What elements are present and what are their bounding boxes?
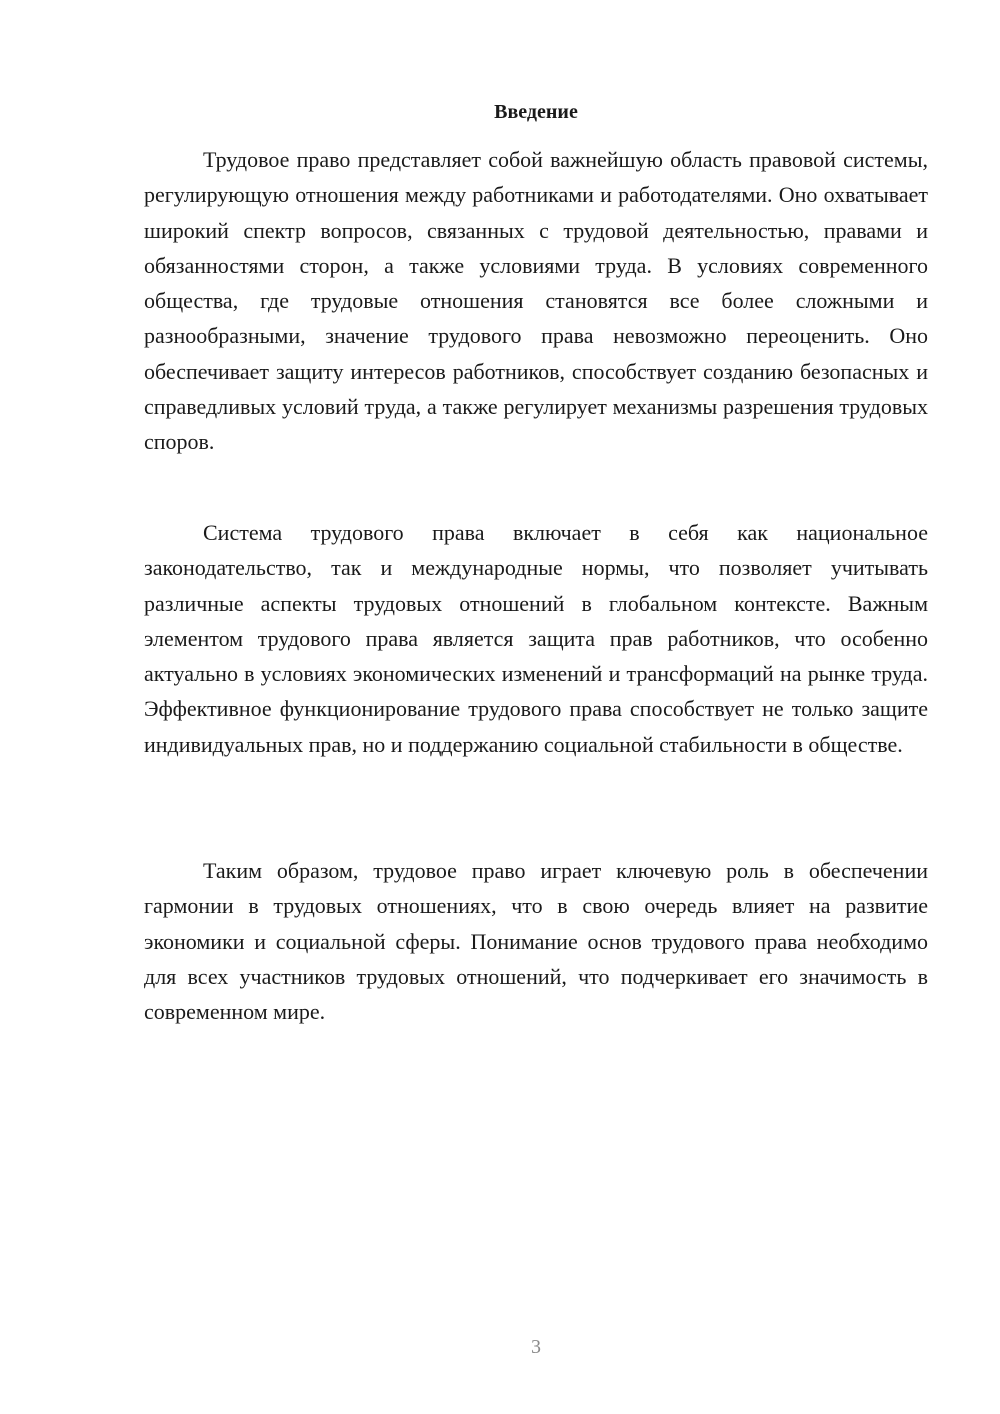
paragraph-3: Таким образом, трудовое право играет ключевую роль в обеспечении гармонии в трудовых отношениях, что в свою очередь влияет на развитие экономики и социальной сферы. Понимание основ трудового права необходимо для всех участников трудовых отношений, что подчеркивает его значимость в современном мире. bbox=[144, 858, 928, 1025]
page-number: 3 bbox=[531, 1336, 541, 1358]
section-title: Введение bbox=[494, 101, 578, 123]
paragraph-2: Система трудового права включает в себя как национальное законодательство, так и международные нормы, что позволяет учитывать различные аспекты трудовых отношений в глобальном контексте. Важным элементом трудового права является защита прав работников, что особенно актуально в условиях экономических изменений и трансформаций на рынке труда. Эффективное функционирование трудового права способствует не только защите индивидуальных прав, но и поддержанию социальной стабильности в обществе. bbox=[144, 520, 928, 757]
paragraph-1: Трудовое право представляет собой важнейшую область правовой системы, регулирующую отношения между работниками и работодателями. Оно охватывает широкий спектр вопросов, связанных с трудовой деятельностью, правами и обязанностями сторон, а также условиями труда. В условиях современного общества, где трудовые отношения становятся все более сложными и разнообразными, значение трудового права невозможно переоценить. Оно обеспечивает защиту интересов работников, способствует созданию безопасных и справедливых условий труда, а также регулирует механизмы разрешения трудовых споров. bbox=[144, 147, 928, 455]
